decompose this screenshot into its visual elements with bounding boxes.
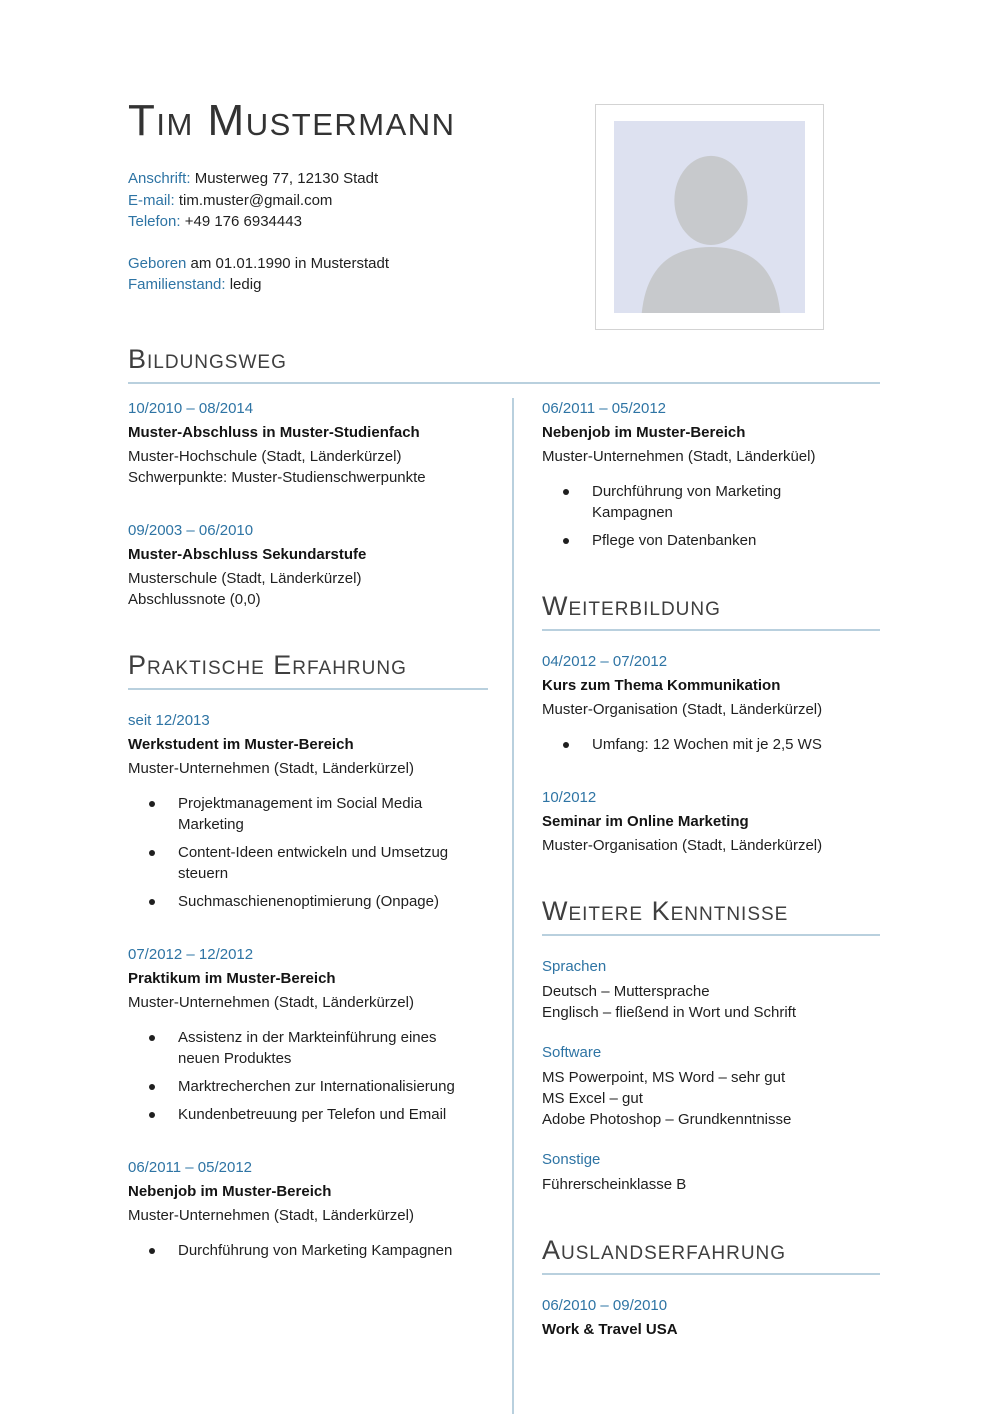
bullet-item: Kundenbetreuung per Telefon und Email <box>128 1104 488 1125</box>
skill-line: Englisch – fließend in Wort und Schrift <box>542 1004 797 1021</box>
entry-title: Kurs zum Thema Kommunikation <box>542 677 781 694</box>
personal-value: ledig <box>229 276 262 293</box>
entry-subtitle: Muster-Organisation (Stadt, Länderkürzel) <box>542 837 823 854</box>
bullet-list <box>128 793 488 912</box>
entry-title: Praktikum im Muster-Bereich <box>128 970 336 987</box>
skill-line: Führerscheinklasse B <box>542 1176 687 1193</box>
entry-title: Nebenjob im Muster-Bereich <box>542 424 746 441</box>
skill-line: Deutsch – Muttersprache <box>542 983 710 1000</box>
personal-label: Familienstand: <box>128 276 226 293</box>
education-entry <box>128 520 488 610</box>
education-entry <box>128 398 488 488</box>
entry-line: Schwerpunkte: Muster-Studienschwerpunkte <box>128 469 426 486</box>
bullet-item: Durchführung von Marketing Kampagnen <box>128 1240 488 1261</box>
skill-label: Sonstige <box>542 1151 601 1168</box>
bullet-list <box>542 734 880 755</box>
contact-label: Telefon: <box>128 213 181 230</box>
entry-title: Work & Travel USA <box>542 1321 678 1338</box>
personal-label: Geboren <box>128 254 187 272</box>
entry-dates: 10/2012 <box>542 789 597 806</box>
entry-line: Musterschule (Stadt, Länderkürzel) <box>128 570 362 587</box>
entry-dates: 06/2011 – 05/2012 <box>542 400 667 417</box>
entry-subtitle: Muster-Organisation (Stadt, Länderkürzel) <box>542 701 823 718</box>
entry-subtitle: Muster-Unternehmen (Stadt, Länderkürzel) <box>128 1207 414 1224</box>
entry-dates: seit 12/2013 <box>128 712 210 729</box>
entry-subtitle: Muster-Unternehmen (Stadt, Länderkürzel) <box>128 994 414 1011</box>
training-entry <box>542 787 880 856</box>
section-title-weitere-kenntnisse: Weitere Kenntnisse <box>542 896 880 936</box>
abroad-entry <box>542 1295 880 1340</box>
entry-subtitle: Muster-Unternehmen (Stadt, Länderkürzel) <box>128 760 414 777</box>
entry-title: Muster-Abschluss in Muster-Studienfach <box>128 424 420 441</box>
right-column <box>512 398 880 1414</box>
entry-title: Seminar im Online Marketing <box>542 813 749 830</box>
entry-dates: 04/2012 – 07/2012 <box>542 653 668 670</box>
contact-value: Musterweg 77, 12130 Stadt <box>194 170 379 187</box>
person-silhouette-icon <box>614 152 805 313</box>
contact-value: +49 176 6934443 <box>184 213 302 230</box>
experience-entry-continued <box>542 398 880 551</box>
bullet-item: Marktrecherchen zur Internationalisierung <box>128 1076 488 1097</box>
bullet-item: Umfang: 12 Wochen mit je 2,5 WS <box>542 734 880 755</box>
skill-group-sprachen <box>542 956 880 1023</box>
entry-subtitle: Muster-Unternehmen (Stadt, Länderküel) <box>542 448 816 465</box>
experience-entry <box>128 710 488 912</box>
entry-title: Muster-Abschluss Sekundarstufe <box>128 546 367 563</box>
entry-line: Abschlussnote (0,0) <box>128 591 261 608</box>
bullet-item: Projektmanagement im Social Media Marketing <box>128 793 488 835</box>
entry-dates: 09/2003 – 06/2010 <box>128 522 254 539</box>
bullet-item: Pflege von Datenbanken <box>542 530 880 551</box>
header <box>128 96 880 334</box>
section-title-bildungsweg: Bildungsweg <box>128 344 880 384</box>
left-column <box>128 398 512 1414</box>
contact-label: E-mail: <box>128 191 175 209</box>
entry-dates: 10/2010 – 08/2014 <box>128 400 254 417</box>
profile-photo-placeholder <box>614 121 805 313</box>
section-title-weiterbildung: Weiterbildung <box>542 591 880 631</box>
skill-line: Adobe Photoshop – Grundkenntnisse <box>542 1111 792 1128</box>
section-title-praktische-erfahrung: Praktische Erfahrung <box>128 650 488 690</box>
bullet-list <box>128 1027 488 1125</box>
entry-dates: 06/2011 – 05/2012 <box>128 1159 253 1176</box>
entry-dates: 06/2010 – 09/2010 <box>542 1297 668 1314</box>
entry-title: Nebenjob im Muster-Bereich <box>128 1183 332 1200</box>
contact-value: tim.muster@gmail.com <box>178 191 333 209</box>
skill-label: Sprachen <box>542 958 607 975</box>
bullet-list <box>128 1240 488 1261</box>
bullet-item: Content-Ideen entwickeln und Umsetzug steuern <box>128 842 488 884</box>
two-column-body <box>128 398 880 1414</box>
skill-label: Software <box>542 1044 602 1061</box>
skill-group-sonstige <box>542 1149 880 1195</box>
section-title-auslandserfahrung: Auslandserfahrung <box>542 1235 880 1275</box>
bullet-item: Assistenz in der Markteinführung eines neuen Produktes <box>128 1027 488 1069</box>
bullet-item: Suchmaschienenoptimierung (Onpage) <box>128 891 488 912</box>
entry-line: Muster-Hochschule (Stadt, Länderkürzel) <box>128 448 402 465</box>
bullet-item: Durchführung von Marketing Kampagnen <box>542 481 880 523</box>
entry-dates: 07/2012 – 12/2012 <box>128 946 254 963</box>
bullet-list <box>542 481 880 551</box>
profile-photo <box>595 104 824 330</box>
skill-line: MS Powerpoint, MS Word – sehr gut <box>542 1069 786 1086</box>
candidate-name: Tim Mustermann <box>128 96 456 145</box>
experience-entry <box>128 1157 488 1261</box>
personal-value: am 01.01.1990 in Musterstadt <box>190 254 389 272</box>
skill-line: MS Excel – gut <box>542 1090 643 1107</box>
entry-title: Werkstudent im Muster-Bereich <box>128 736 354 753</box>
experience-entry <box>128 944 488 1125</box>
training-entry <box>542 651 880 755</box>
contact-label: Anschrift: <box>128 170 191 187</box>
skill-group-software <box>542 1042 880 1130</box>
